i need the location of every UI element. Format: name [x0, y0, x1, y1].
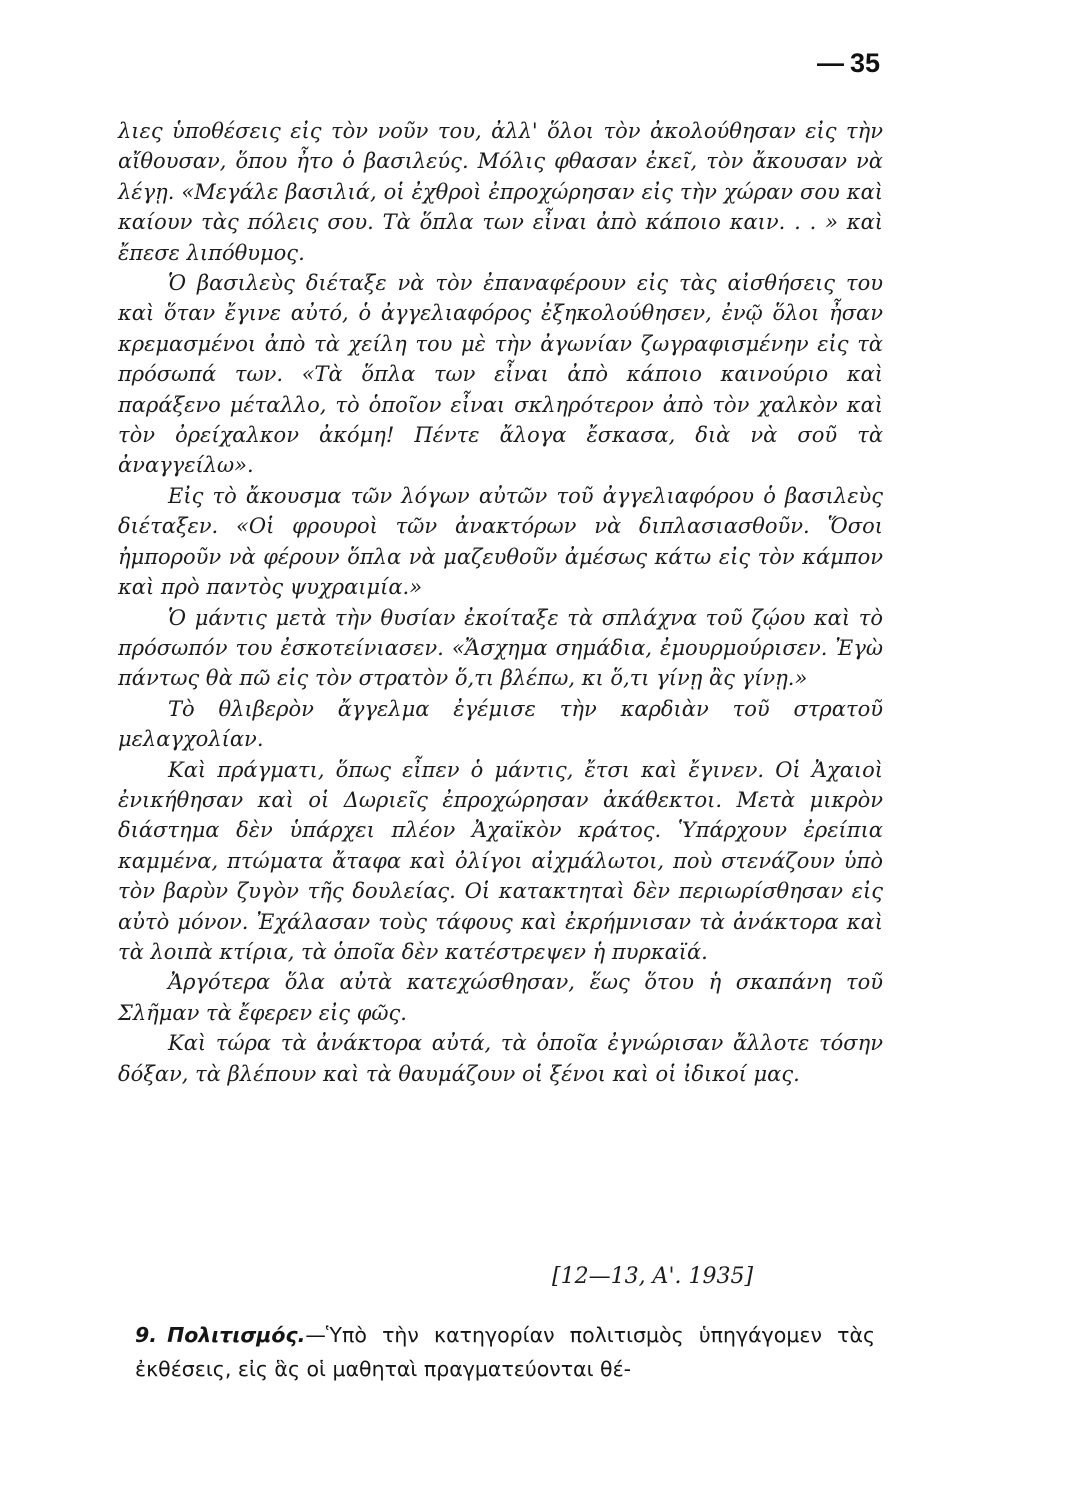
paragraph-8: Καὶ τώρα τὰ ἀνάκτορα αὐτά, τὰ ὁποῖα ἐγνώρισαν ἄλλοτε τόσην δόξαν, τὰ βλέπουν καὶ τὰ θαυμάζουν οἱ ξένοι καὶ οἱ ἰδικοί μας. [118, 1031, 883, 1086]
page-number [817, 48, 880, 79]
section-body: —Ὑπὸ τὴν κατηγορίαν πολιτισμὸς ὑπηγάγομεν τὰς ἐκθέσεις, εἰς ἃς οἱ μαθηταὶ πραγματεύονται θέ- [135, 1323, 875, 1381]
paragraph-1: λιες ὑποθέσεις εἰς τὸν νοῦν του, ἀλλ' ὅλοι τὸν ἀκολούθησαν εἰς τὴν αἴθουσαν, ὅπου ἦτο ὁ βασιλεύς. Μόλις φθασαν ἐκεῖ, τὸν ἄκουσαν νὰ λέγῃ. «Μεγάλε βασιλιά, οἱ ἐχθροὶ ἐπροχώρησαν εἰς τὴν χώραν σου καὶ καίουν τὰς πόλεις σου. Τὰ ὅπλα των εἶναι ἀπὸ κάποιο καιν. . . » καὶ ἔπεσε λιπόθυμος. [118, 119, 883, 265]
section-number: 9. [135, 1323, 158, 1347]
paragraph-6: Καὶ πράγματι, ὅπως εἶπεν ὁ μάντις, ἔτσι καὶ ἔγινεν. Οἱ Ἀχαιοὶ ἐνικήθησαν καὶ οἱ Δωριεῖς ἐπροχώρησαν ἀκάθεκτοι. Μετὰ μικρὸν διάστημα δὲν ὑπάρχει πλέον Ἀχαϊκὸν κράτος. Ὑπάρχουν ἐρείπια καμμένα, πτώματα ἄταφα καὶ ὀλίγοι αἰχμάλωτοι, ποὺ στενάζουν ὑπὸ τὸν βαρὺν ζυγὸν τῆς δουλείας. Οἱ κατακτηταὶ δὲν περιωρίσθησαν εἰς αὐτὸ μόνον. Ἐχάλασαν τοὺς τάφους καὶ ἐκρήμνισαν τὰ ἀνάκτορα καὶ τὰ λοιπὰ κτίρια, τὰ ὁποῖα δὲν κατέστρεψεν ἡ πυρκαϊά. [118, 757, 883, 964]
section-title: Πολιτισμός. [167, 1323, 306, 1347]
date-reference: [12—13, Α'. 1935] [552, 1264, 754, 1289]
section-heading-paragraph [135, 1318, 875, 1386]
paragraph-7: Ἀργότερα ὅλα αὐτὰ κατεχώσθησαν, ἕως ὅτου ἡ σκαπάνη τοῦ Σλῆμαν τὰ ἔφερεν εἰς φῶς. [118, 970, 883, 1025]
paragraph-2: Ὁ βασιλεὺς διέταξε νὰ τὸν ἐπαναφέρουν εἰς τὰς αἰσθήσεις του καὶ ὅταν ἔγινε αὐτό, ὁ ἀγγελιαφόρος ἐξηκολούθησεν, ἐνῷ ὅλοι ἦσαν κρεμασμένοι ἀπὸ τὰ χείλη του μὲ τὴν ἀγωνίαν ζωγραφισμένην εἰς τὰ πρόσωπά των. «Τὰ ὅπλα των εἶναι ἀπὸ κάποιο καινούριο καὶ παράξενο μέταλλο, τὸ ὁποῖον εἶναι σκληρότερον ἀπὸ τὸν χαλκὸν καὶ τὸν ὀρείχαλκον ἀκόμη! Πέντε ἄλογα ἔσκασα, διὰ νὰ σοῦ τὰ ἀναγγείλω». [118, 271, 883, 478]
paragraph-3: Εἰς τὸ ἄκουσμα τῶν λόγων αὐτῶν τοῦ ἀγγελιαφόρου ὁ βασιλεὺς διέταξεν. «Οἱ φρουροὶ τῶν ἀνακτόρων νὰ διπλασιασθοῦν. Ὅσοι ἠμποροῦν νὰ φέρουν ὅπλα νὰ μαζευθοῦν ἀμέσως κάτω εἰς τὸν κάμπον καὶ πρὸ παντὸς ψυχραιμία.» [118, 483, 883, 600]
paragraph-4: Ὁ μάντις μετὰ τὴν θυσίαν ἐκοίταξε τὰ σπλάχνα τοῦ ζῴου καὶ τὸ πρόσωπόν του ἐσκοτείνιασεν. «Ἄσχημα σημάδια, ἐμουρμούρισεν. Ἐγὼ πάντως θὰ πῶ εἰς τὸν στρατὸν ὅ,τι βλέπω, κι ὅ,τι γίνῃ ἂς γίνῃ.» [118, 605, 883, 691]
essay-text [118, 116, 883, 1089]
page-number-value: 35 [849, 48, 880, 78]
page-number-dash: — [816, 48, 844, 78]
paragraph-5: Τὸ θλιβερὸν ἄγγελμα ἐγέμισε τὴν καρδιὰν τοῦ στρατοῦ μελαγχολίαν. [118, 696, 883, 752]
